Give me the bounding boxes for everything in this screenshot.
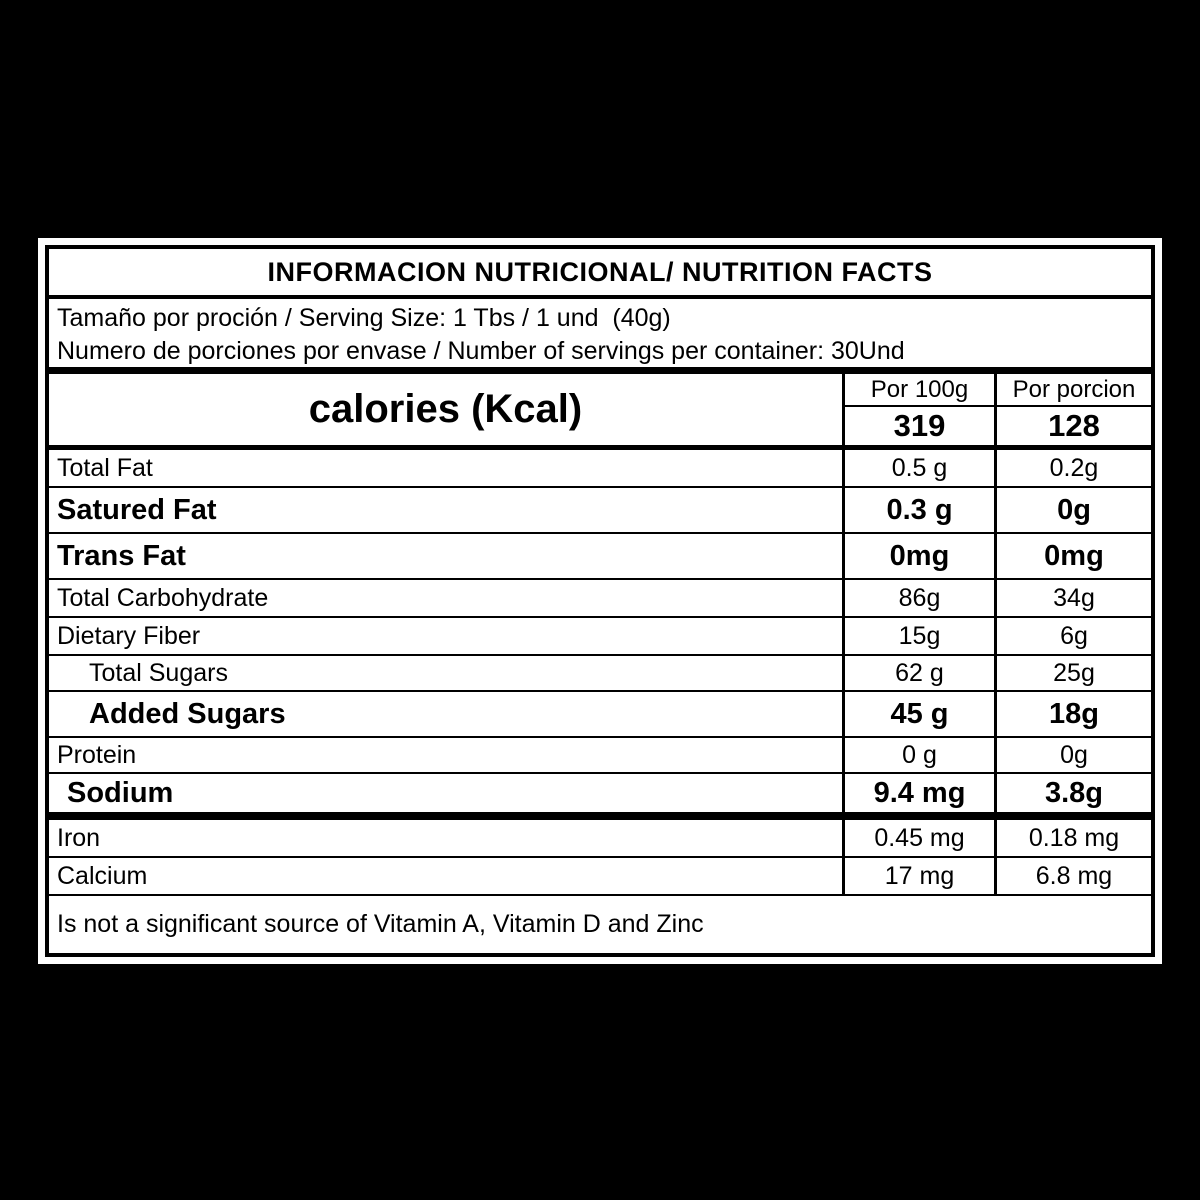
value-per-100g: 9.4 mg	[842, 774, 994, 812]
nutrient-label: Dietary Fiber	[57, 621, 201, 650]
value-per-100g: 0.5 g	[842, 450, 994, 486]
value-per-portion: 3.8g	[994, 774, 1151, 812]
value-per-portion: 34g	[994, 580, 1151, 616]
value-per-portion: 18g	[994, 692, 1151, 736]
value-per-portion: 6.8 mg	[994, 858, 1151, 894]
calories-section	[49, 374, 1151, 450]
label-title: INFORMACION NUTRICIONAL/ NUTRITION FACTS	[49, 249, 1151, 299]
calories-per-portion-value: 128	[1048, 408, 1100, 443]
footnote: Is not a significant source of Vitamin A, Vitamin D and Zinc	[57, 910, 704, 938]
servings-per-container-line: Numero de porciones por envase / Number of servings per container: 30Und	[57, 337, 905, 365]
serving-info-section	[49, 299, 1151, 374]
column-header-per-100g: Por 100g	[845, 374, 994, 407]
row-total-sugars	[49, 656, 1151, 692]
column-header-per-portion: Por porcion	[997, 374, 1151, 407]
nutrient-label: Iron	[57, 823, 101, 852]
row-added-sugars	[49, 692, 1151, 738]
nutrient-label: Total Sugars	[89, 658, 228, 687]
value-per-100g: 62 g	[842, 656, 994, 690]
nutrient-label: Protein	[57, 740, 137, 769]
value-per-100g: 86g	[842, 580, 994, 616]
per-100g-column	[842, 374, 994, 445]
value-per-portion: 0g	[994, 488, 1151, 532]
nutrient-label: Sodium	[67, 776, 174, 809]
nutrient-label: Added Sugars	[89, 697, 286, 730]
value-per-100g: 0mg	[842, 534, 994, 578]
value-per-100g: 17 mg	[842, 858, 994, 894]
value-per-100g: 15g	[842, 618, 994, 654]
nutrient-label: Satured Fat	[57, 493, 217, 526]
value-per-100g: 0.45 mg	[842, 820, 994, 856]
value-per-100g: 0.3 g	[842, 488, 994, 532]
nutrient-label: Total Fat	[57, 453, 153, 482]
value-per-portion: 25g	[994, 656, 1151, 690]
value-per-portion: 0.18 mg	[994, 820, 1151, 856]
row-iron	[49, 820, 1151, 858]
value-per-portion: 6g	[994, 618, 1151, 654]
nutrition-facts-label	[38, 238, 1162, 964]
per-portion-column	[994, 374, 1151, 445]
row-satured-fat	[49, 488, 1151, 534]
row-trans-fat	[49, 534, 1151, 580]
value-per-100g: 45 g	[842, 692, 994, 736]
row-dietary-fiber	[49, 618, 1151, 656]
row-protein	[49, 738, 1151, 774]
row-total-carbohydrate	[49, 580, 1151, 618]
nutrition-facts-table	[45, 245, 1155, 957]
calories-per-100g-value: 319	[893, 408, 946, 443]
calories-label: calories (Kcal)	[308, 387, 583, 431]
serving-size-line: Tamaño por proción / Serving Size: 1 Tbs / 1 und (40g)	[57, 304, 671, 332]
nutrient-label: Calcium	[57, 861, 148, 890]
row-calcium	[49, 858, 1151, 896]
value-per-portion: 0mg	[994, 534, 1151, 578]
row-sodium	[49, 774, 1151, 820]
nutrient-label: Trans Fat	[57, 539, 186, 572]
value-per-portion: 0g	[994, 738, 1151, 772]
value-per-portion: 0.2g	[994, 450, 1151, 486]
value-per-100g: 0 g	[842, 738, 994, 772]
row-total-fat	[49, 450, 1151, 488]
nutrient-label: Total Carbohydrate	[57, 583, 269, 612]
